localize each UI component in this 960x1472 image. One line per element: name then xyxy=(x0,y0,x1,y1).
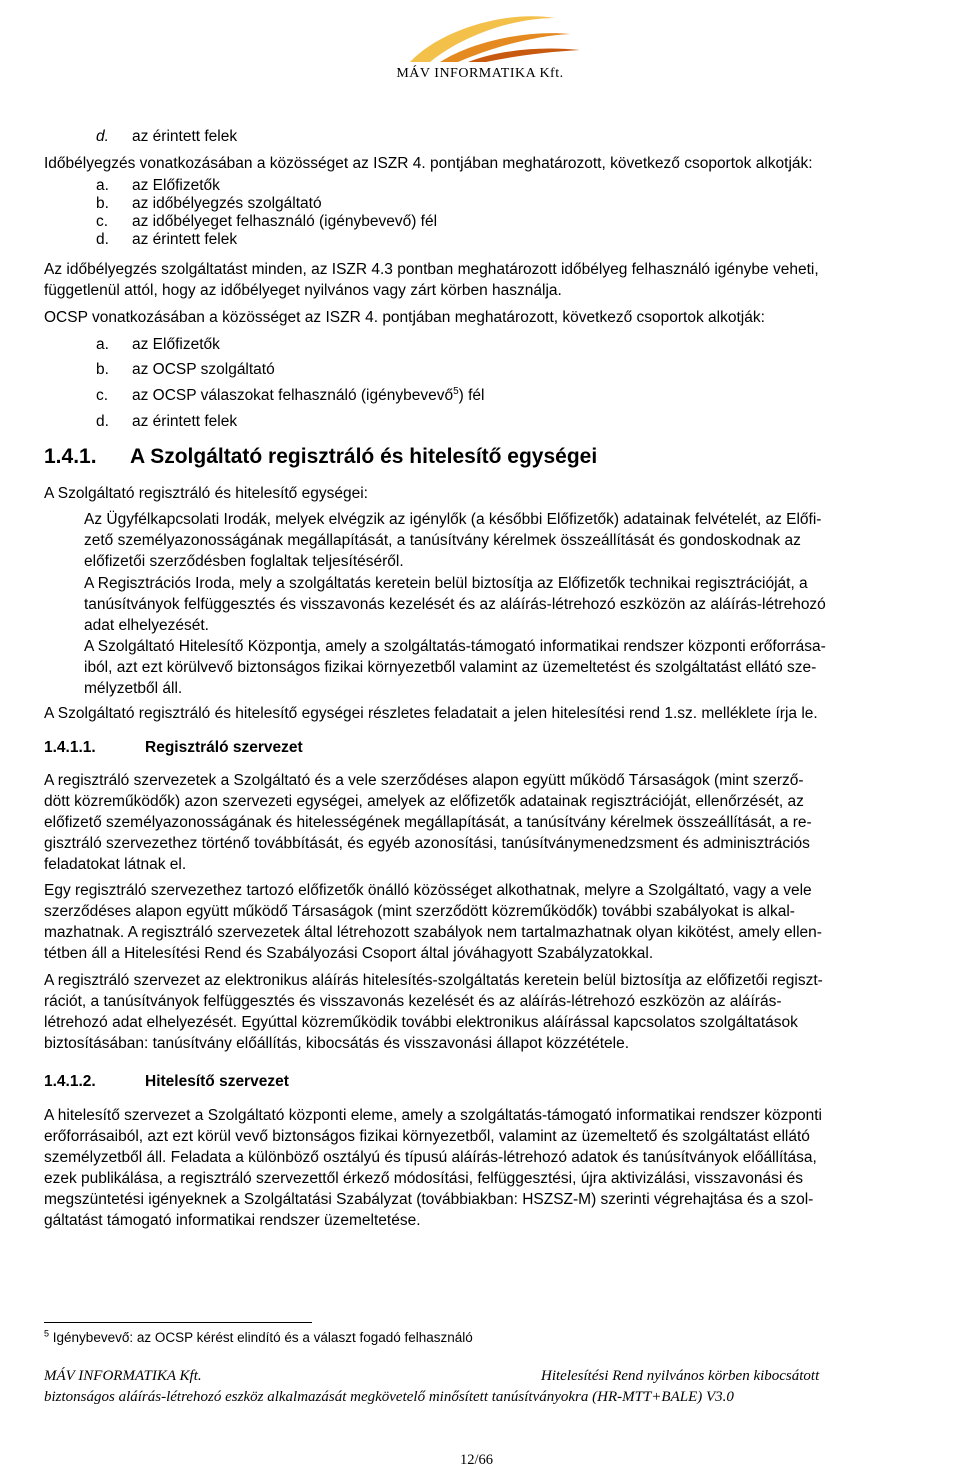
footer-doc-title: Hitelesítési Rend nyilvános körben kibocsátott xyxy=(541,1368,820,1384)
list-text-part: ) fél xyxy=(458,387,485,404)
logo-swoosh-icon xyxy=(290,0,670,70)
list-text: az Előfizetők xyxy=(132,177,220,194)
list-text: az érintett felek xyxy=(132,128,238,145)
list-letter: a. xyxy=(96,336,109,353)
list-letter: d. xyxy=(96,128,109,145)
ocsp-intro: OCSP vonatkozásában a közösséget az ISZR 4. pontjában meghatározott, következő csoportok alkotják: xyxy=(44,309,765,326)
reg-paragraph xyxy=(44,770,924,875)
paragraph-line: Az Ügyfélkapcsolati Irodák, melyek elvégzik az igénylők (a későbbi Előfizetők) adatainak felvételét, az Előfi- xyxy=(84,511,822,528)
unit-paragraph xyxy=(84,509,884,572)
list-text: az Előfizetők xyxy=(132,336,220,353)
list-letter: c. xyxy=(96,387,109,404)
paragraph-line: biztosításában: tanúsítvány előállítás, kibocsátás és visszavonási állapot közzététele. xyxy=(44,1035,630,1052)
subsection-title: Hitelesítő szervezet xyxy=(145,1073,289,1090)
list-letter: d. xyxy=(96,413,109,430)
list-text: az OCSP szolgáltató xyxy=(132,361,275,378)
unit-paragraph xyxy=(84,636,884,699)
list-text: az érintett felek xyxy=(132,413,238,430)
paragraph-line: előfizetői szerződésben foglaltak teljesítéséről. xyxy=(84,553,404,570)
page-number: 12/66 xyxy=(460,1452,494,1468)
paragraph-line: Egy regisztráló szervezethez tartozó előfizetők önálló közösséget alkothatnak, melyre a Szolgáltató, vagy a vele xyxy=(44,882,812,899)
units-detail: A Szolgáltató regisztráló és hitelesítő egységei részletes feladatait a jelen hitelesítési rend 1.sz. melléklete írja le. xyxy=(44,705,818,722)
paragraph-line: A Regisztrációs Iroda, mely a szolgáltatás keretein belül biztosítja az Előfizetők technikai regisztrációját, a xyxy=(84,575,808,592)
reg-paragraph xyxy=(44,970,924,1054)
paragraph-line: feladatokat látnak el. xyxy=(44,856,187,873)
footnote-ref[interactable]: 5 xyxy=(453,385,459,397)
list-text: az érintett felek xyxy=(132,231,238,248)
list-text: az időbélyeget felhasználó (igénybevevő) fél xyxy=(132,213,438,230)
paragraph-line: tétben áll a Hitelesítési Rend és Szabályozási Csoport által jóváhagyott Szabályzatokkal. xyxy=(44,945,654,962)
units-intro: A Szolgáltató regisztráló és hitelesítő egységei: xyxy=(44,485,368,502)
paragraph-line: A regisztráló szervezetek a Szolgáltató és a vele szerződéses alapon együtt működő Társaságok (mint szerző- xyxy=(44,772,804,789)
paragraph-line: előfizető személyazonosságának és hitelességének megállapítását, a tanúsítvány kérelmek összeállítását, a re- xyxy=(44,814,812,831)
timestamp-para-line: függetlenül attól, hogy az időbélyeget nyilvános vagy zárt körben használja. xyxy=(44,282,562,299)
footnote-number: 5 xyxy=(44,1328,50,1339)
paragraph-line: iból, azt ezt körülvevő biztonságos fizikai környezetből valamint az üzemeltetést és szolgáltatást ellátó sze- xyxy=(84,659,817,676)
paragraph-line: gáltatást támogató informatikai rendszer üzemeltetése. xyxy=(44,1212,421,1229)
paragraph-line: A regisztráló szervezet az elektronikus aláírás hitelesítés-szolgáltatás keretein belül biztosítja az előfizetői regiszt- xyxy=(44,972,823,989)
unit-paragraph xyxy=(84,573,884,636)
list-letter: c. xyxy=(96,213,109,230)
paragraph-line: létrehozó adat elhelyezését. Egyúttal közreműködik további elektronikus aláírással kapcsolatos szolgáltatások xyxy=(44,1014,798,1031)
cert-paragraph xyxy=(44,1105,924,1231)
footnote-separator xyxy=(44,1322,312,1323)
section-title: A Szolgáltató regisztráló és hitelesítő egységei xyxy=(130,445,598,468)
list-letter: a. xyxy=(96,177,109,194)
list-text-part: az OCSP válaszokat felhasználó (igénybevevő xyxy=(132,387,454,404)
paragraph-line: zető személyazonosságának megállapítását, a tanúsítvány kérelmek összeállítását és gondoskodnak az xyxy=(84,532,801,549)
list-letter: b. xyxy=(96,195,109,212)
paragraph-line: mazhatnak. A regisztráló szervezetek által létrehozott szabályok nem tartalmazhatnak olyan kikötést, amely ellen- xyxy=(44,924,822,941)
section-number: 1.4.1. xyxy=(44,445,97,468)
paragraph-line: mélyzetből áll. xyxy=(84,680,183,697)
paragraph-line: megszüntetési igényeknek a Szolgáltatási Szabályzat (továbbiakban: HSZSZ-M) szerinti végrehajtása és a szol- xyxy=(44,1191,814,1208)
footnote-text: Igénybevevő: az OCSP kérést elindító és a választ fogadó felhasználó xyxy=(52,1330,473,1345)
subsection-number: 1.4.1.2. xyxy=(44,1073,96,1090)
paragraph-line: A Szolgáltató Hitelesítő Központja, amely a szolgáltatás-támogató informatikai rendszer központi erőforrása- xyxy=(84,638,826,655)
timestamp-list xyxy=(96,175,696,259)
subsection-title: Regisztráló szervezet xyxy=(145,739,303,756)
timestamp-para-line: Az időbélyegzés szolgáltatást minden, az ISZR 4.3 pontban meghatározott időbélyeg felhasználó igénybe veheti, xyxy=(44,261,819,278)
paragraph-line: erőforrásaiból, azt ezt körül vevő biztonságos fizikai környezetből, valamint az üzemeltető és szolgáltatást ellátó xyxy=(44,1128,810,1145)
company-logo xyxy=(290,0,670,110)
paragraph-line: adat elhelyezését. xyxy=(84,617,209,634)
list-text xyxy=(132,385,485,406)
paragraph-line: személyzetből áll. Feladata a különböző osztályú és típusú aláírás-létrehozó adatok és tanúsítványok előállítása, xyxy=(44,1149,817,1166)
list-text: az időbélyegzés szolgáltató xyxy=(132,195,322,212)
reg-paragraph xyxy=(44,880,924,964)
paragraph-line: ezek publikálása, a regisztráló szervezettől érkező módosítási, felfüggesztési, újra aktivizálási, visszavonási és xyxy=(44,1170,803,1187)
paragraph-line: gisztráló szervezethez történő továbbítását, és egyéb azonosítási, tanúsítványmenedzsment és adminisztrációs xyxy=(44,835,810,852)
footer-doc-subtitle: biztonságos aláírás-létrehozó eszköz alkalmazását megkövetelő minősített tanúsítványokra (HR-MTT+BALE) V3.0 xyxy=(44,1389,734,1405)
paragraph-line: dött közreműködők) azon szervezeti egységei, amelyek az előfizetők adatainak regisztrációját, ellenőrzését, az xyxy=(44,793,804,810)
list-letter: b. xyxy=(96,361,109,378)
timestamp-intro: Időbélyegzés vonatkozásában a közösséget az ISZR 4. pontjában meghatározott, következő csoportok alkotják: xyxy=(44,155,813,172)
paragraph-line: szerződéses alapon együtt működő Társaságok (mint szerződött közreműködők) további szabályokat is alkal- xyxy=(44,903,795,920)
paragraph-line: A hitelesítő szervezet a Szolgáltató központi eleme, amely a szolgáltatás-támogató informatikai rendszer központi xyxy=(44,1107,822,1124)
list-letter: d. xyxy=(96,231,109,248)
footnote xyxy=(44,1328,473,1348)
paragraph-line: rációt, a tanúsítványok felfüggesztés és visszavonás kezelését és az aláírás-létrehozó eszközön az aláírás- xyxy=(44,993,782,1010)
ocsp-list xyxy=(96,334,696,434)
logo-text: MÁV INFORMATIKA Kft. xyxy=(396,66,564,81)
paragraph-line: tanúsítványok felfüggesztés és visszavonás kezelését és az aláírás-létrehozó eszközön az aláírás-létrehozó xyxy=(84,596,826,613)
subsection-number: 1.4.1.1. xyxy=(44,739,96,756)
footer-company: MÁV INFORMATIKA Kft. xyxy=(44,1368,202,1384)
